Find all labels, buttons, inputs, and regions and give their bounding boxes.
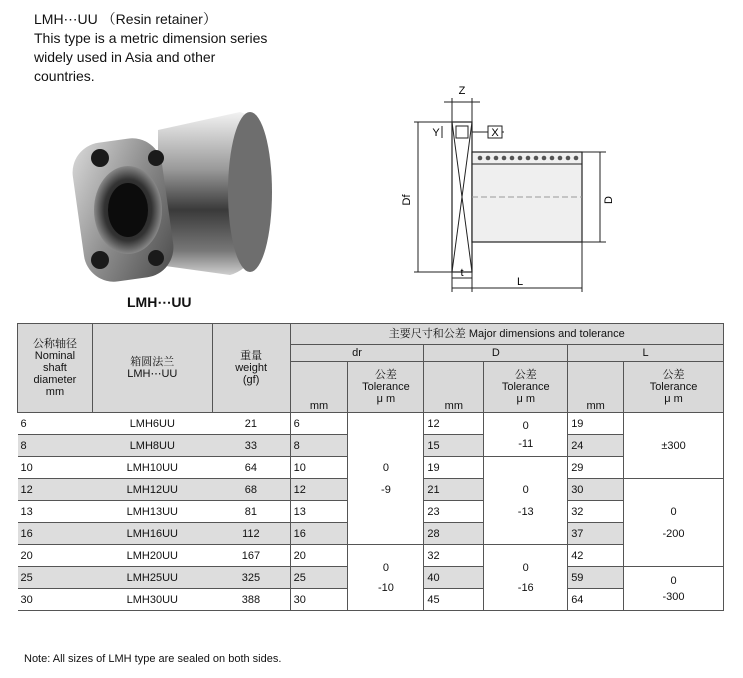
tolerance-D: 0 -16 bbox=[484, 545, 568, 611]
bearing-photo bbox=[70, 100, 290, 300]
table-row: 30 LMH30UU 388 30 45 64 bbox=[18, 589, 724, 611]
header-tolerance: 公差 Tolerance μ m bbox=[348, 362, 424, 413]
dimension-drawing bbox=[400, 80, 630, 305]
tolerance-L: 0 -200 bbox=[624, 479, 724, 567]
header-mm: mm bbox=[290, 362, 348, 413]
footnote: Note: All sizes of LMH type are sealed on both sides. bbox=[24, 653, 282, 665]
header-mm: mm bbox=[424, 362, 484, 413]
table-row: 13 LMH13UU 81 13 23 32 bbox=[18, 501, 724, 523]
table-row: 10 LMH10UU 64 10 19 0 -13 29 bbox=[18, 457, 724, 479]
l-label: L bbox=[516, 276, 524, 288]
t-label: t bbox=[460, 267, 464, 279]
dimension-table bbox=[17, 323, 724, 611]
table-row: 8 LMH8UU 33 8 15 24 bbox=[18, 435, 724, 457]
intro-text bbox=[34, 10, 267, 86]
table-row: 6 LMH6UU 21 6 0 -9 12 0 -11 19 ±300 bbox=[18, 413, 724, 435]
header-major: 主要尺寸和公差 Major dimensions and tolerance bbox=[290, 324, 723, 345]
header-mm: mm bbox=[568, 362, 624, 413]
header-tolerance: 公差 Tolerance μ m bbox=[624, 362, 724, 413]
header-tolerance: 公差 Tolerance μ m bbox=[484, 362, 568, 413]
tolerance-dr: 0 -9 bbox=[348, 413, 424, 545]
header-dr: dr bbox=[290, 345, 424, 362]
table-row: 12 LMH12UU 68 12 21 30 0 -200 bbox=[18, 479, 724, 501]
intro-line: This type is a metric dimension series bbox=[34, 30, 268, 46]
tolerance-L: 0 -300 bbox=[624, 567, 724, 611]
d-label: D bbox=[603, 196, 615, 204]
tolerance-D: 0 -11 bbox=[484, 413, 568, 457]
photo-caption: LMH⋯UU bbox=[127, 294, 192, 310]
x-label: X bbox=[491, 127, 499, 139]
tolerance-L: ±300 bbox=[624, 413, 724, 479]
tolerance-D: 0 -13 bbox=[484, 457, 568, 545]
intro-line: widely used in Asia and other bbox=[34, 49, 216, 65]
intro-line: countries. bbox=[34, 68, 95, 84]
header-weight: 重量 weight (gf) bbox=[212, 324, 290, 413]
product-title: LMH⋯UU （Resin retainer） bbox=[34, 11, 217, 27]
header-model: 箱圆法兰 LMH⋯UU bbox=[92, 324, 212, 413]
table-row: 16 LMH16UU 112 16 28 37 bbox=[18, 523, 724, 545]
table-row: 25 LMH25UU 325 25 40 59 0 -300 bbox=[18, 567, 724, 589]
tolerance-dr: 0 -10 bbox=[348, 545, 424, 611]
table-row: 20 LMH20UU 167 20 0 -10 32 0 -16 42 bbox=[18, 545, 724, 567]
header-L: L bbox=[568, 345, 724, 362]
header-nominal: 公称轴径 Nominal shaft diameter mm bbox=[18, 324, 93, 413]
z-label: Z bbox=[458, 85, 466, 97]
header-D: D bbox=[424, 345, 568, 362]
df-label: Df bbox=[401, 194, 413, 206]
y-label: Y bbox=[432, 127, 440, 139]
